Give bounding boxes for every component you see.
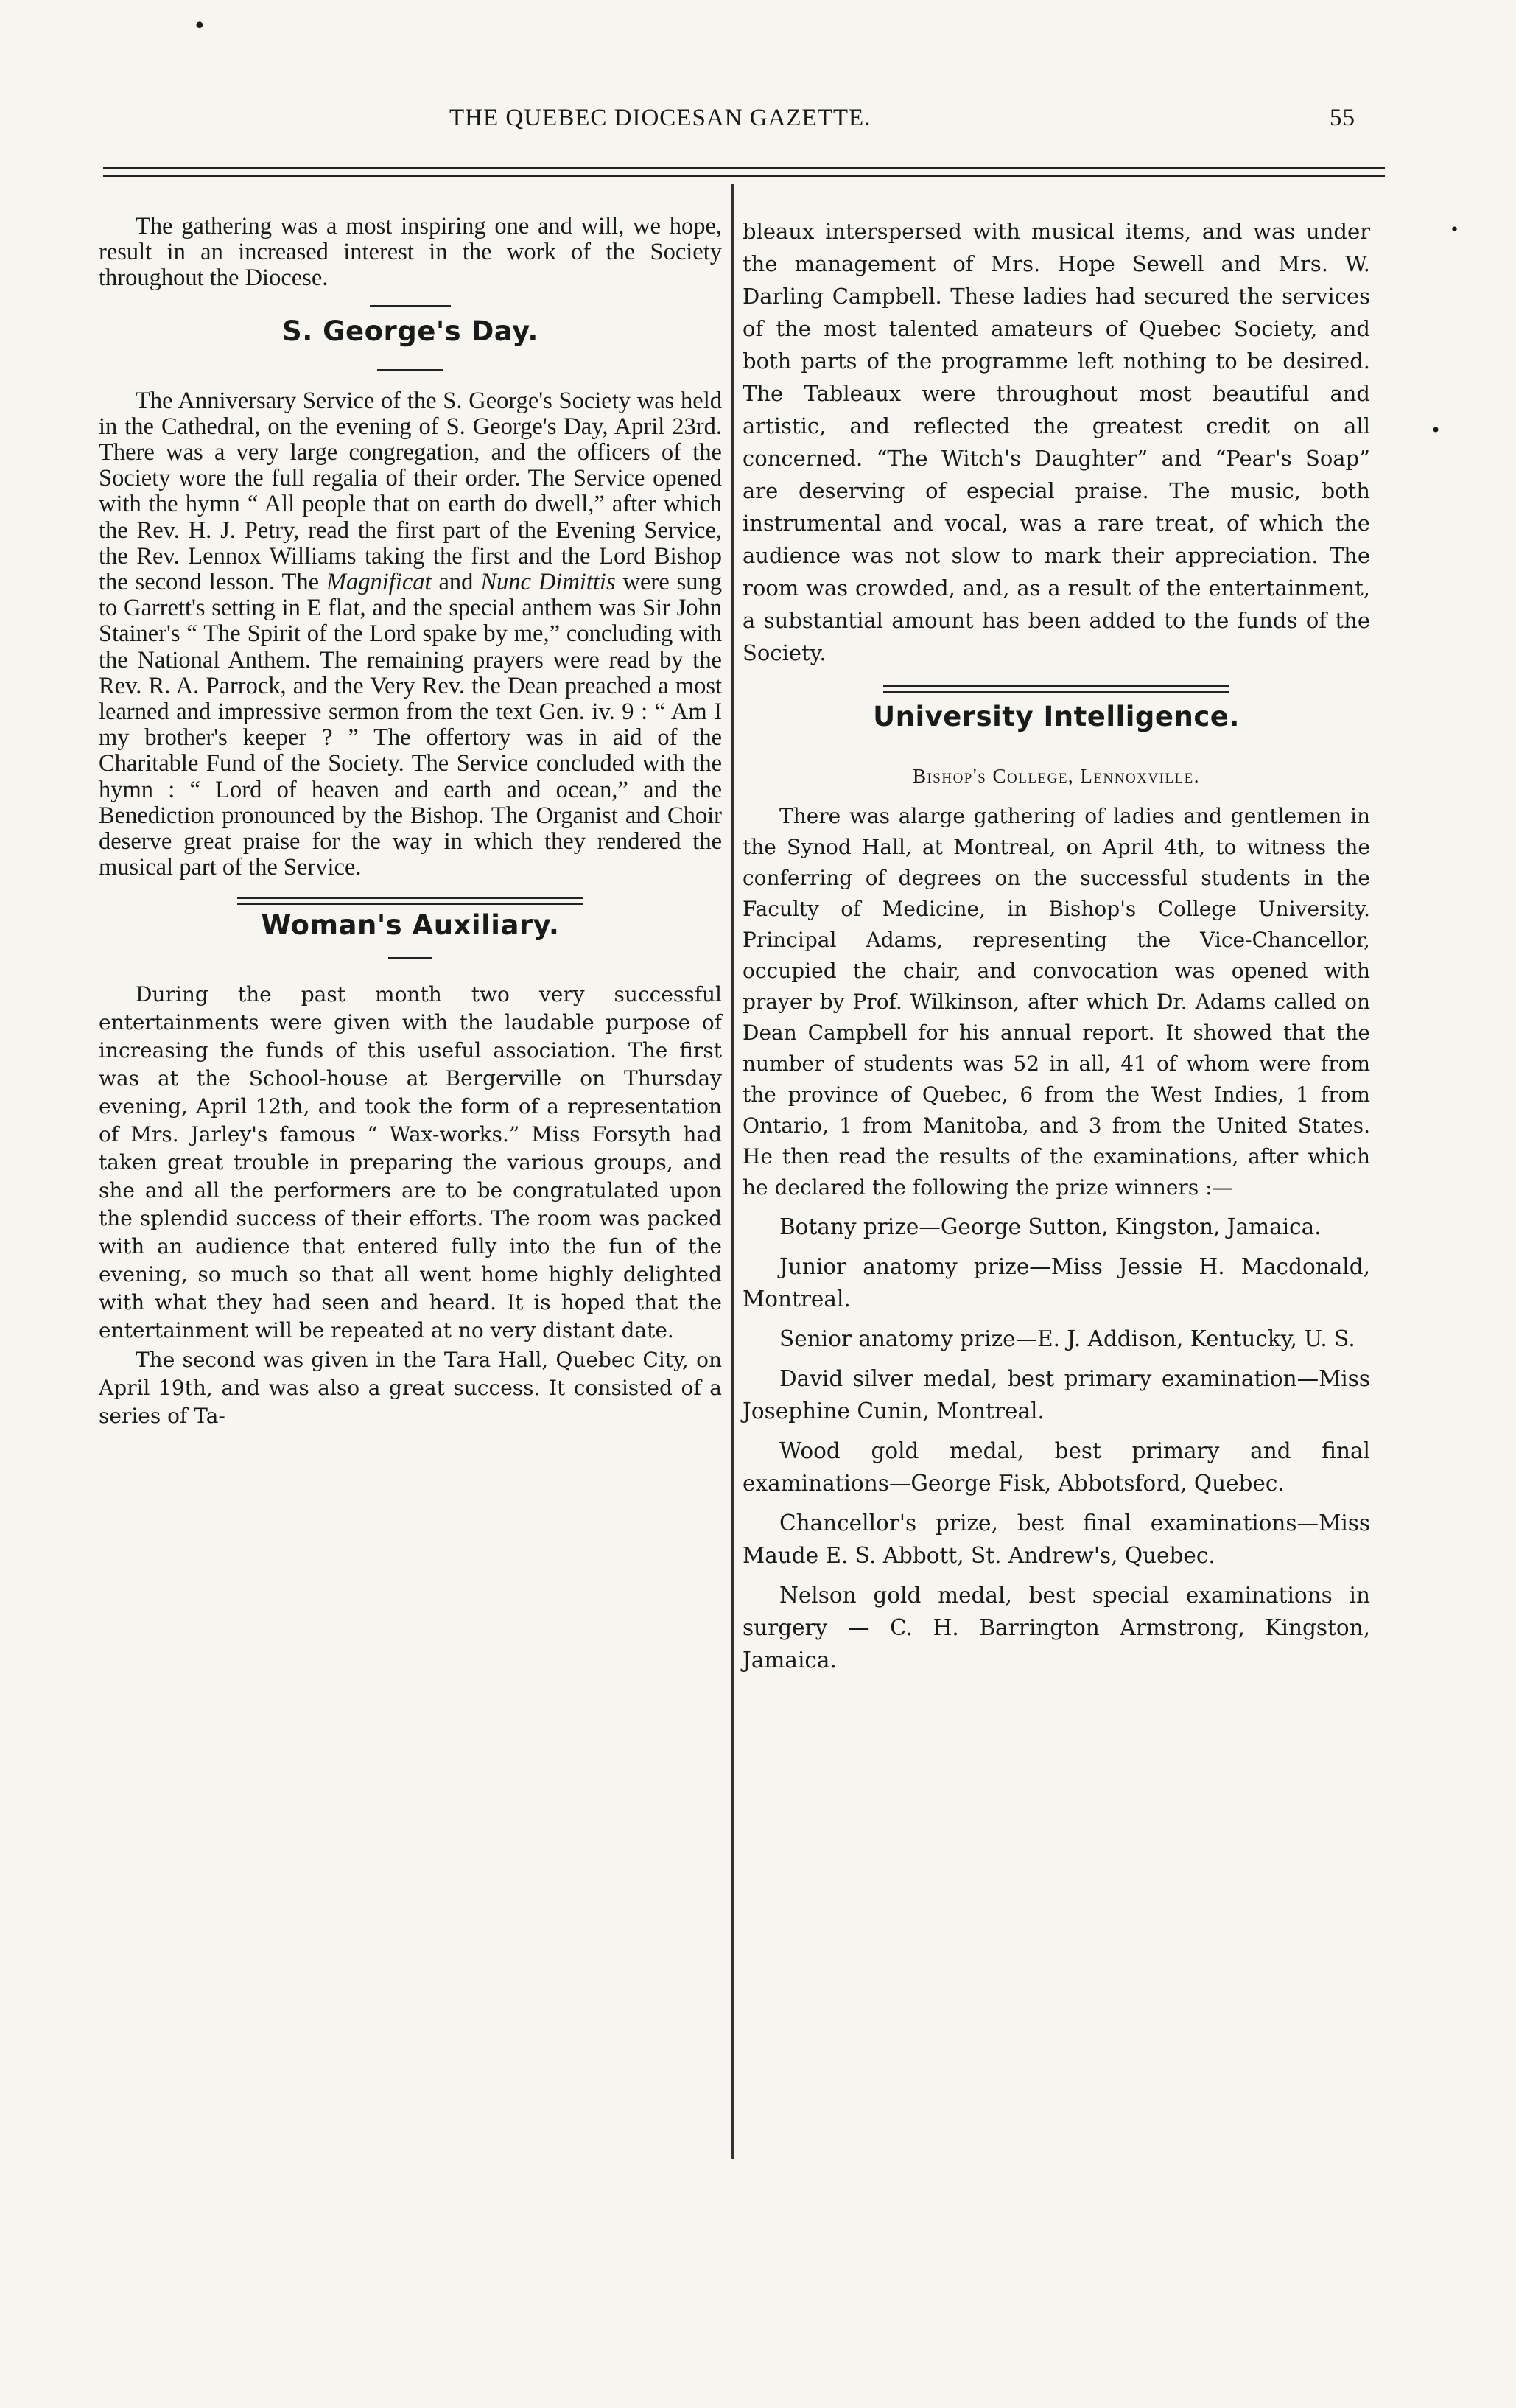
prize-list [743,1211,1370,1676]
header-rule-secondary [103,175,1385,177]
paragraph-text: were sung to Garrett's setting in E flat, and the special anthem was Sir John Stainer's “ The Spirit of the Lord spake by me,” concluding with the National Anthem. The remaining prayers were read by the Rev. R. A. Parrock, and the Very Rev. the Dean preached a most learned and impressive sermon from the text Gen. iv. 9 : “ Am I my brother's keeper ? ” The offertory was in aid of the Charitable Fund of the Society. The Service concluded with the hymn : “ Lord of heaven and earth and ocean,” and the Benediction pronounced by the Bishop. The Organist and Choir deserve great praise for the way in which they rendered the musical part of the Service. [99,569,722,881]
right-column [743,215,1370,1676]
heading-underline [388,957,432,959]
s-georges-day-paragraph [99,388,722,881]
university-paragraph: There was alarge gathering of ladies and gentlemen in the Synod Hall, at Montreal, on April 4th, to witness the conferring of degrees on the successful students in the Faculty of Medicine, in Bishop's College University. Principal Adams, representing the Vice-Chancellor, occupied the chair, and convocation was opened with prayer by Prof. Wilkinson, after which Dr. Adams called on Dean Campbell for his annual report. It showed that the number of students was 52 in all, 41 of whom were from the province of Quebec, 6 from the West Indies, 1 from Ontario, 1 from Manitoba, and 3 from the United States. He then read the results of the examinations, after which he declared the following the prize winners :— [743,804,1370,1200]
section-heading-womans-auxiliary: Woman's Auxiliary. [261,909,560,942]
section-heading-s-georges-day: S. George's Day. [282,315,538,347]
prize-item: Botany prize—George Sutton, Kingston, Jamaica. [779,1214,1322,1239]
section-double-rule [237,897,583,905]
section-double-rule [883,685,1229,693]
paragraph-text: and [431,569,481,596]
prize-item: Senior anatomy prize—E. J. Addison, Kentucky, U. S. [779,1326,1355,1351]
left-column [99,214,722,1430]
tableaux-continuation: bleaux interspersed with musical items, and was under the management of Mrs. Hope Sewell and Mrs. W. Darling Campbell. These ladies had secured the services of the most talented amateurs of Quebec Society, and both parts of the programme left nothing to be desired. The Tableaux were throughout most beautiful and artistic, and reflected the greatest credit on all concerned. “The Witch's Daughter” and “Pear's Soap” are deserving of especial praise. The music, both instrumental and vocal, was a rare treat, of which the audience was not slow to mark their appreciation. The room was crowded, and, as a result of the entertainment, a substantial amount has been added to the funds of the Society. [743,219,1370,665]
section-heading-university-intelligence: University Intelligence. [873,701,1240,732]
prize-item: Chancellor's prize, best final examinations—Miss Maude E. S. Abbott, St. Andrew's, Quebec. [743,1511,1370,1568]
magnificat-text: Magnificat [326,569,432,596]
section-divider [370,305,451,307]
page-header [96,105,1370,149]
print-speck: • [1450,221,1459,239]
prize-item: Junior anatomy prize—Miss Jessie H. Macdonald, Montreal. [743,1254,1370,1312]
prize-item: David silver medal, best primary examination—Miss Josephine Cunin, Montreal. [743,1366,1370,1424]
womans-auxiliary-paragraph-1: During the past month two very successful entertainments were given with the laudable purpose of increasing the funds of this useful association. The first was at the School-house at Bergerville on Thursday evening, April 12th, and took the form of a representation of Mrs. Jarley's famous “ Wax-works.” Miss Forsyth had taken great trouble in preparing the various groups, and she and all the performers are to be congratulated upon the splendid success of their efforts. The room was packed with an audience that entered fully into the fun of the evening, so much so that all went home highly delighted with what they had seen and heard. It is hoped that the entertainment will be repeated at no very distant date. [99,982,722,1343]
womans-auxiliary-paragraph-2: The second was given in the Tara Hall, Quebec City, on April 19th, and was also a great success. It consisted of a series of Ta- [99,1348,722,1429]
prize-item: Wood gold medal, best primary and final examinations—George Fisk, Abbotsford, Quebec. [743,1438,1370,1496]
heading-underline [377,369,443,371]
prize-item: Nelson gold medal, best special examinations in surgery — C. H. Barrington Armstrong, Kingston, Jamaica. [743,1583,1370,1673]
paragraph-text: The Anniversary Service of the S. George's Society was held in the Cathedral, on the evening of S. George's Day, April 23rd. There was a very large congregation, and the officers of the Society wore the full regalia of their order. The Service opened with the hymn “ All people that on earth do dwell,” after which the Rev. H. J. Petry, read the first part of the Evening Service, the Rev. Lennox Williams taking the first and the Lord Bishop the second lesson. The [99,387,722,596]
publication-title: THE QUEBEC DIOCESAN GAZETTE. [449,105,871,131]
column-divider [731,184,734,2159]
intro-paragraph: The gathering was a most inspiring one and will, we hope, result in an increased interest in the work of the Society throughout the Diocese. [99,213,722,292]
header-rule [103,167,1385,169]
nunc-dimittis-text: Nunc Dimittis [480,569,616,596]
print-speck: • [193,13,206,39]
college-subheading: Bishop's College, Lennoxville. [912,765,1201,787]
print-speck: • [1431,420,1442,441]
page-number: 55 [1330,105,1355,131]
